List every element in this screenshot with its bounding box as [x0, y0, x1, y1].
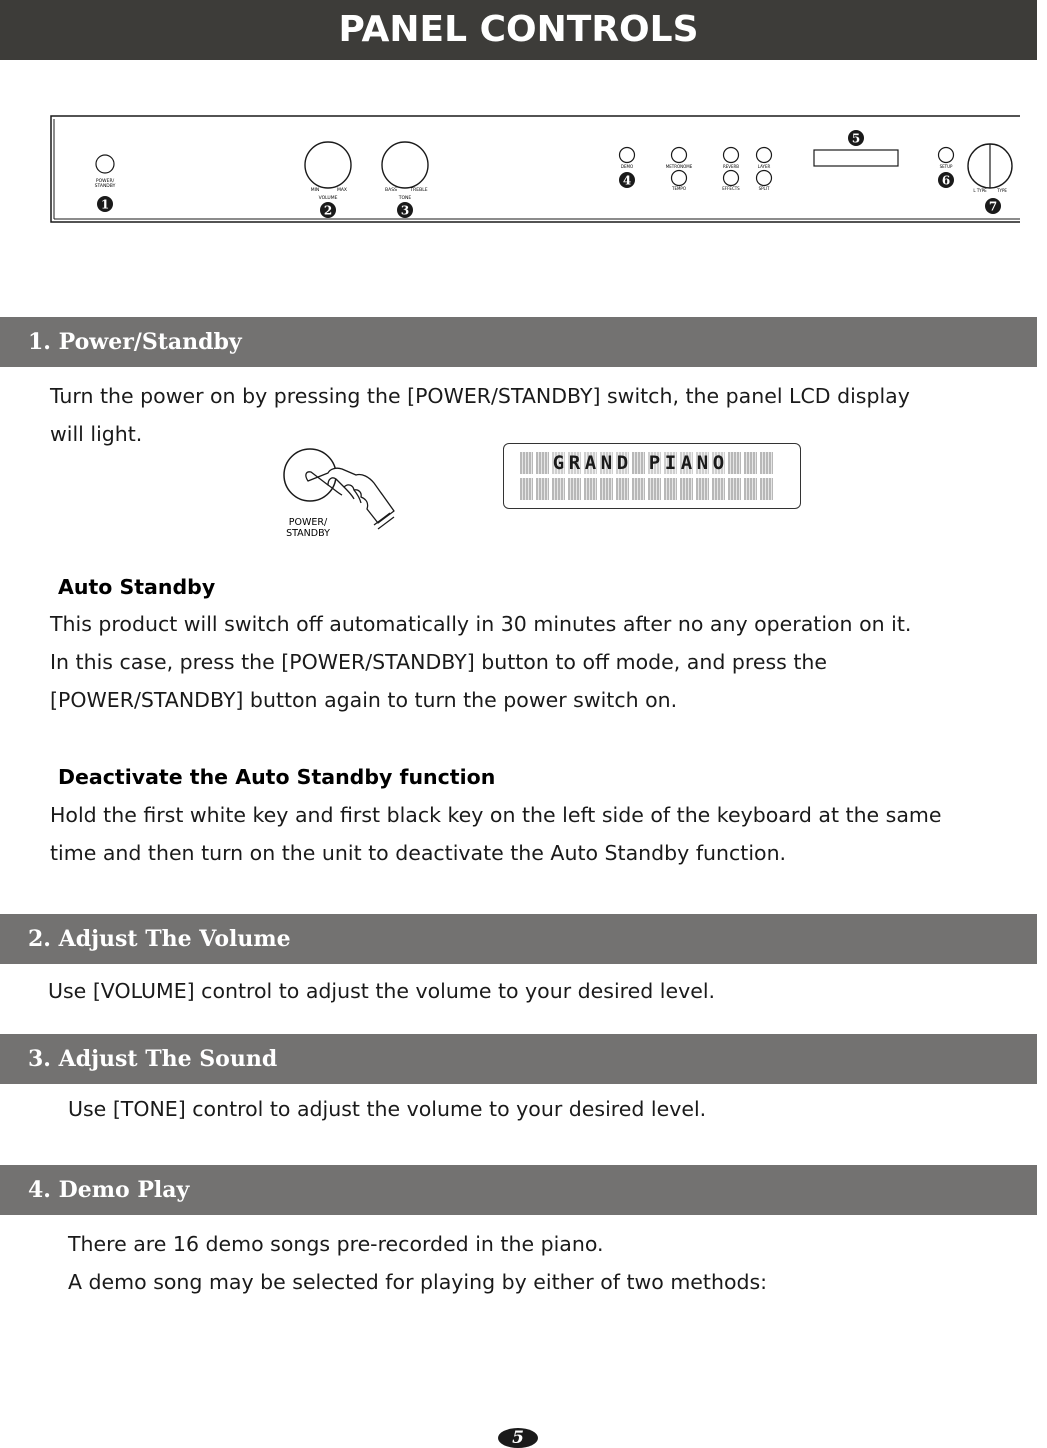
lcd-char: R — [568, 452, 581, 474]
tone-treble-label: TREBLE — [410, 188, 428, 193]
auto-standby-line-3: [POWER/STANDBY] button again to turn the power switch on. — [50, 688, 678, 712]
lcd-display — [503, 443, 801, 509]
demo-text-line-1: There are 16 demo songs pre-recorded in the piano. — [68, 1232, 604, 1256]
lcd-char — [744, 452, 757, 474]
panel-diagram — [50, 115, 1020, 223]
lcd-char: A — [680, 452, 693, 474]
lcd-char — [712, 478, 725, 500]
lcd-char: P — [648, 452, 661, 474]
svg-text:METRONOME: METRONOME — [665, 164, 693, 169]
tone-bass-label: BASS — [385, 188, 397, 193]
volume-min-label: MIN — [310, 188, 320, 193]
lcd-char — [680, 478, 693, 500]
lcd-char — [632, 452, 645, 474]
lcd-char — [536, 452, 549, 474]
lcd-char: N — [600, 452, 613, 474]
section-heading-power-standby: 1. Power/Standby — [0, 317, 1037, 367]
power-text-line-1: Turn the power on by pressing the [POWER/STANDBY] switch, the panel LCD display — [50, 384, 910, 408]
power-label-1: POWER/ — [95, 179, 115, 184]
lcd-char: D — [616, 452, 629, 474]
lcd-char: G — [552, 452, 565, 474]
sound-text-line-1: Use [TONE] control to adjust the volume to your desired level. — [68, 1097, 707, 1121]
lcd-char — [616, 478, 629, 500]
setup-button — [939, 148, 954, 170]
svg-text:6: 6 — [941, 173, 951, 188]
tone-knob — [382, 142, 428, 201]
page-number: 5 — [498, 1428, 538, 1448]
svg-text:TYPE: TYPE — [997, 188, 1007, 193]
lcd-char — [760, 452, 773, 474]
lcd-char — [568, 478, 581, 500]
power-button-press-illustration — [270, 445, 400, 545]
panel-lcd-window — [814, 150, 898, 166]
svg-text:7: 7 — [988, 199, 998, 214]
deactivate-heading: Deactivate the Auto Standby function — [58, 765, 496, 789]
power-text-line-2: will light. — [50, 422, 143, 446]
lcd-char — [584, 478, 597, 500]
section-heading-adjust-volume: 2. Adjust The Volume — [0, 914, 1037, 964]
lcd-char — [760, 478, 773, 500]
lcd-char — [552, 478, 565, 500]
svg-text:SPLIT: SPLIT — [758, 186, 770, 191]
svg-text:L TYPE: L TYPE — [973, 188, 987, 193]
volume-max-label: MAX — [336, 188, 348, 193]
volume-label: VOLUME — [318, 196, 338, 201]
metronome-button — [666, 148, 693, 170]
demo-text-line-2: A demo song may be selected for playing by either of two methods: — [68, 1270, 768, 1294]
volume-knob — [305, 142, 351, 201]
lcd-char — [520, 478, 533, 500]
lcd-char — [520, 452, 533, 474]
lcd-char — [600, 478, 613, 500]
tempo-button — [671, 171, 686, 192]
reverb-button — [723, 148, 739, 170]
svg-text:LAYER: LAYER — [757, 164, 771, 169]
svg-text:TEMPO: TEMPO — [672, 186, 686, 191]
lcd-char: O — [712, 452, 725, 474]
page-title: PANEL CONTROLS — [0, 0, 1037, 60]
power-illustration-label-2: STANDBY — [286, 528, 330, 539]
power-illustration-label-1: POWER/ — [288, 517, 328, 528]
svg-text:EFFECTS: EFFECTS — [722, 186, 740, 191]
effects-button — [722, 171, 740, 192]
svg-text:3: 3 — [400, 203, 410, 218]
volume-text-line-1: Use [VOLUME] control to adjust the volume to your desired level. — [48, 979, 716, 1003]
lcd-char: N — [696, 452, 709, 474]
deactivate-line-1: Hold the first white key and first black key on the left side of the keyboard at the same — [50, 803, 942, 827]
auto-standby-line-1: This product will switch off automatically in 30 minutes after no any operation on it. — [50, 612, 912, 636]
lcd-char — [648, 478, 661, 500]
svg-text:DEMO: DEMO — [620, 164, 634, 169]
type-dial — [968, 144, 1012, 193]
lcd-char — [664, 478, 677, 500]
lcd-row-2 — [520, 478, 776, 500]
layer-button — [757, 148, 772, 170]
power-standby-switch — [95, 155, 116, 189]
lcd-char: A — [584, 452, 597, 474]
section-heading-adjust-sound: 3. Adjust The Sound — [0, 1034, 1037, 1084]
svg-text:SETUP: SETUP — [939, 164, 953, 169]
lcd-row-1 — [520, 452, 776, 474]
lcd-char — [744, 478, 757, 500]
auto-standby-line-2: In this case, press the [POWER/STANDBY] button to off mode, and press the — [50, 650, 827, 674]
demo-button — [620, 148, 635, 170]
svg-text:4: 4 — [622, 173, 632, 188]
lcd-char — [632, 478, 645, 500]
lcd-char — [728, 452, 741, 474]
lcd-char — [696, 478, 709, 500]
lcd-char: I — [664, 452, 677, 474]
lcd-char — [728, 478, 741, 500]
power-label-2: STANDBY — [94, 184, 116, 189]
section-heading-demo-play: 4. Demo Play — [0, 1165, 1037, 1215]
split-button — [757, 171, 772, 192]
auto-standby-heading: Auto Standby — [58, 575, 216, 599]
lcd-char — [536, 478, 549, 500]
deactivate-line-2: time and then turn on the unit to deactivate the Auto Standby function. — [50, 841, 787, 865]
svg-text:5: 5 — [851, 131, 861, 146]
svg-text:1: 1 — [100, 197, 110, 212]
tone-label: TONE — [398, 196, 412, 201]
svg-text:REVERB: REVERB — [722, 164, 740, 169]
svg-text:2: 2 — [323, 203, 333, 218]
